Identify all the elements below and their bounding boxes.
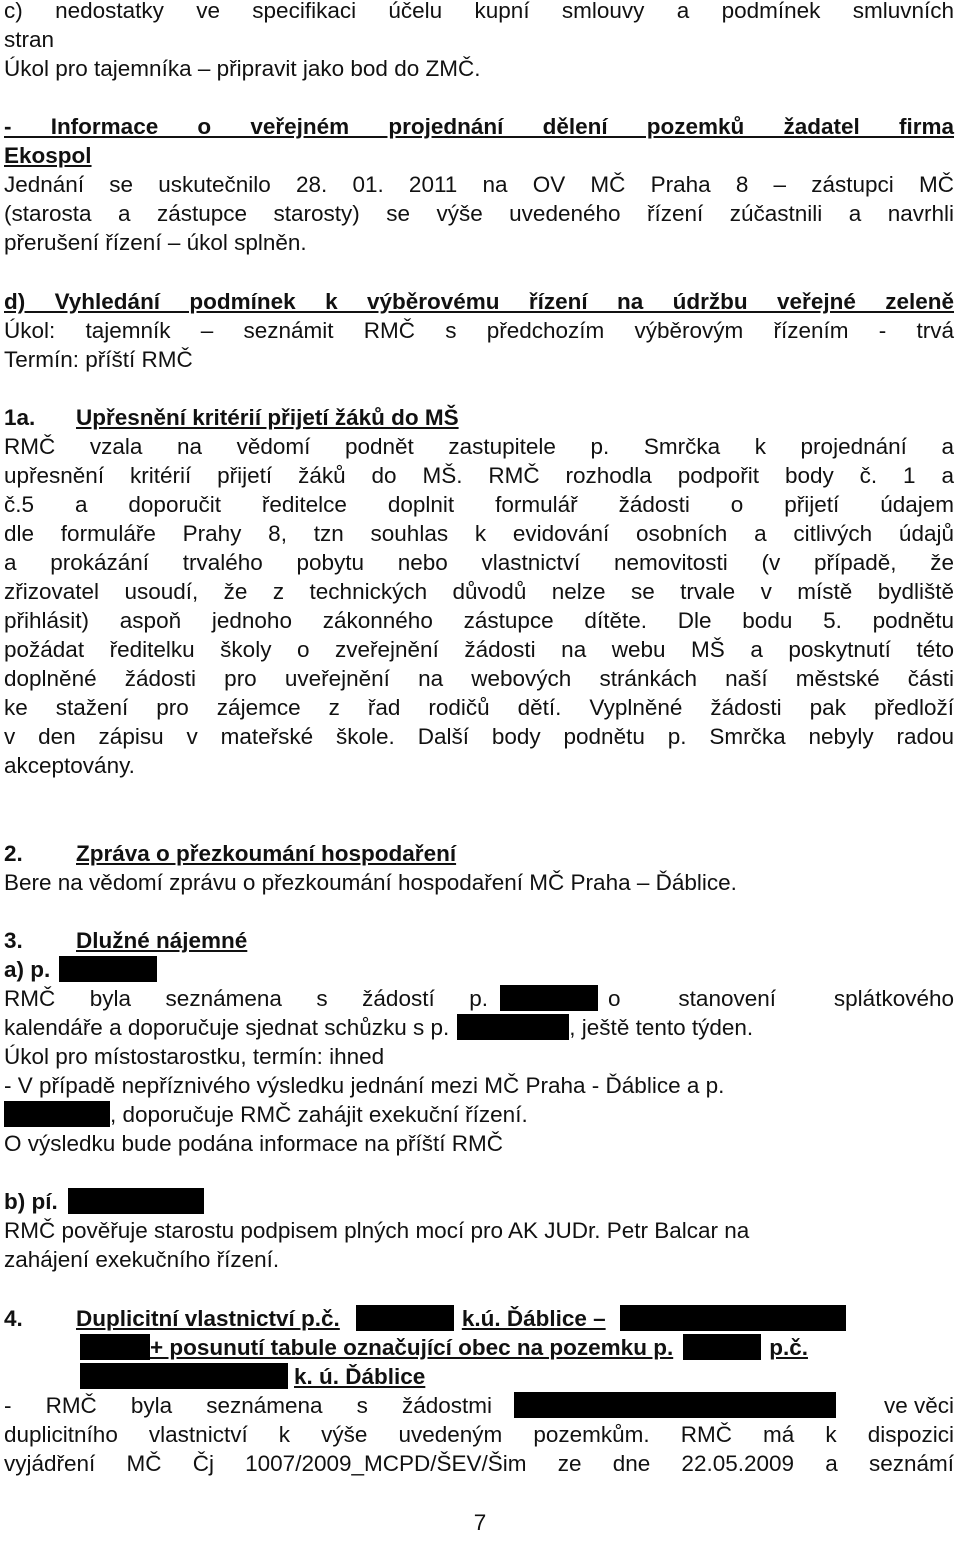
item-title: p.č. [769,1335,808,1360]
item-title: Dlužné nájemné [76,928,248,953]
text-line: a prokázání trvalého pobytu nebo vlastnictví nemovitosti (v případě, že [4,550,954,575]
item-number: 3. [4,928,23,953]
text-line: zahájení exekučního řízení. [4,1247,280,1272]
subitem-label: a) p. [4,957,51,982]
redaction-block [356,1305,454,1331]
text-line: RMČ vzala na vědomí podnět zastupitele p. Smrčka k projednání a [4,434,954,459]
text-segment: , ještě tento týden. [569,1015,754,1040]
text-line [4,955,157,985]
text-line [4,984,954,1014]
item-title: Upřesnění kritérií přijetí žáků do MŠ [76,405,459,430]
text-segment: , doporučuje RMČ zahájit exekuční řízení. [110,1102,528,1127]
text-line: zřizovatel usoudí, že z technických důvodů nelze se trvale v místě bydliště [4,579,954,604]
redaction-block [620,1305,846,1331]
text-line [4,1013,753,1043]
text-line: ke stažení pro zájemce z řad rodičů dětí. Vyplněné žádosti pak předloží [4,695,954,720]
text-line: dle formuláře Prahy 8, tzn souhlas k evidování osobních a citlivých údajů [4,521,954,546]
text-line [4,1391,954,1421]
item-heading [4,926,247,956]
item-heading [4,403,459,433]
text-line: Úkol pro místostarostku, termín: ihned [4,1044,385,1069]
redaction-block [68,1188,204,1214]
text-line: c) nedostatky ve specifikaci účelu kupní smlouvy a podmínek smluvních [4,0,954,23]
text-line: upřesnění kritérií přijetí žáků do MŠ. RMČ rozhodla podpořit body č. 1 a [4,463,954,488]
item-heading [4,1333,808,1363]
item-title: + posunutí tabule označující obec na pozemku p. [150,1335,674,1360]
section-heading: d) Vyhledání podmínek k výběrovému řízení na údržbu veřejné zeleně [4,289,954,314]
text-line: požádat ředitelku školy o zveřejnění žádosti na webu MŠ a poskytnutí této [4,637,954,662]
text-line: Bere na vědomí zprávu o přezkoumání hospodaření MČ Praha – Ďáblice. [4,870,737,895]
redaction-block [59,956,157,982]
text-line: doplněné žádosti pro uveřejnění na webových stránkách naší městské části [4,666,954,691]
text-line [4,1187,204,1217]
text-line: duplicitního vlastnictví k výše uvedeným pozemkům. RMČ má k dispozici [4,1422,954,1447]
text-line: akceptovány. [4,753,135,778]
text-line: Jednání se uskutečnilo 28. 01. 2011 na OV MČ Praha 8 – zástupci MČ [4,172,954,197]
section-heading: - Informace o veřejném projednání dělení pozemků žadatel firma [4,114,954,139]
redaction-block [80,1334,150,1360]
text-line: (starosta a zástupce starosty) se výše uvedeného řízení zúčastnili a navrhli [4,201,954,226]
item-title: k. ú. Ďáblice [294,1364,426,1389]
text-line: Úkol pro tajemníka – připravit jako bod do ZMČ. [4,56,481,81]
text-line: Úkol: tajemník – seznámit RMČ s předchozím výběrovým řízením - trvá [4,318,954,343]
text-line: přihlásit) aspoň jednoho zákonného zástupce dítěte. Dle bodu 5. podnětu [4,608,954,633]
text-line: O výsledku bude podána informace na příští RMČ [4,1131,503,1156]
section-heading: Ekospol [4,143,92,168]
text-segment: - RMČ byla seznámena s žádostmi [4,1393,492,1418]
text-line: RMČ pověřuje starostu podpisem plných mocí pro AK JUDr. Petr Balcar na [4,1218,750,1243]
page-number: 7 [473,1510,487,1535]
redaction-block [514,1392,836,1418]
text-segment: o stanovení splátkového [608,986,954,1011]
text-line: vyjádření MČ Čj 1007/2009_MCPD/ŠEV/Šim ze dne 22.05.2009 a seznámí [4,1451,954,1476]
item-heading [4,1362,425,1392]
item-title: Duplicitní vlastnictví p.č. [76,1306,340,1331]
redaction-block [683,1334,761,1360]
subitem-label: b) pí. [4,1189,58,1214]
item-number: 1a. [4,405,36,430]
item-title: k.ú. Ďáblice – [461,1306,606,1331]
text-line [4,1100,528,1130]
redaction-block [457,1014,569,1040]
document-page [4,0,956,1543]
text-segment: ve věci [883,1393,954,1418]
text-segment: RMČ byla seznámena s žádostí p. [4,986,488,1011]
redaction-block [80,1363,288,1389]
text-line: Termín: příští RMČ [4,347,193,372]
text-line: č.5 a doporučit ředitelce doplnit formulář žádosti o přijetí údajem [4,492,954,517]
item-number: 2. [4,841,23,866]
text-line: stran [4,27,55,52]
item-heading [4,1304,846,1334]
item-number: 4. [4,1306,23,1331]
text-line: v den zápisu v mateřské škole. Další body podnětu p. Smrčka nebyly radou [4,724,954,749]
text-segment: kalendáře a doporučuje sjednat schůzku s p. [4,1015,450,1040]
text-line: - V případě nepříznivého výsledku jednání mezi MČ Praha - Ďáblice a p. [4,1073,725,1098]
item-title: Zpráva o přezkoumání hospodaření [76,841,457,866]
redaction-block [500,985,598,1011]
redaction-block [4,1101,110,1127]
text-line: přerušení řízení – úkol splněn. [4,230,307,255]
item-heading [4,839,456,869]
